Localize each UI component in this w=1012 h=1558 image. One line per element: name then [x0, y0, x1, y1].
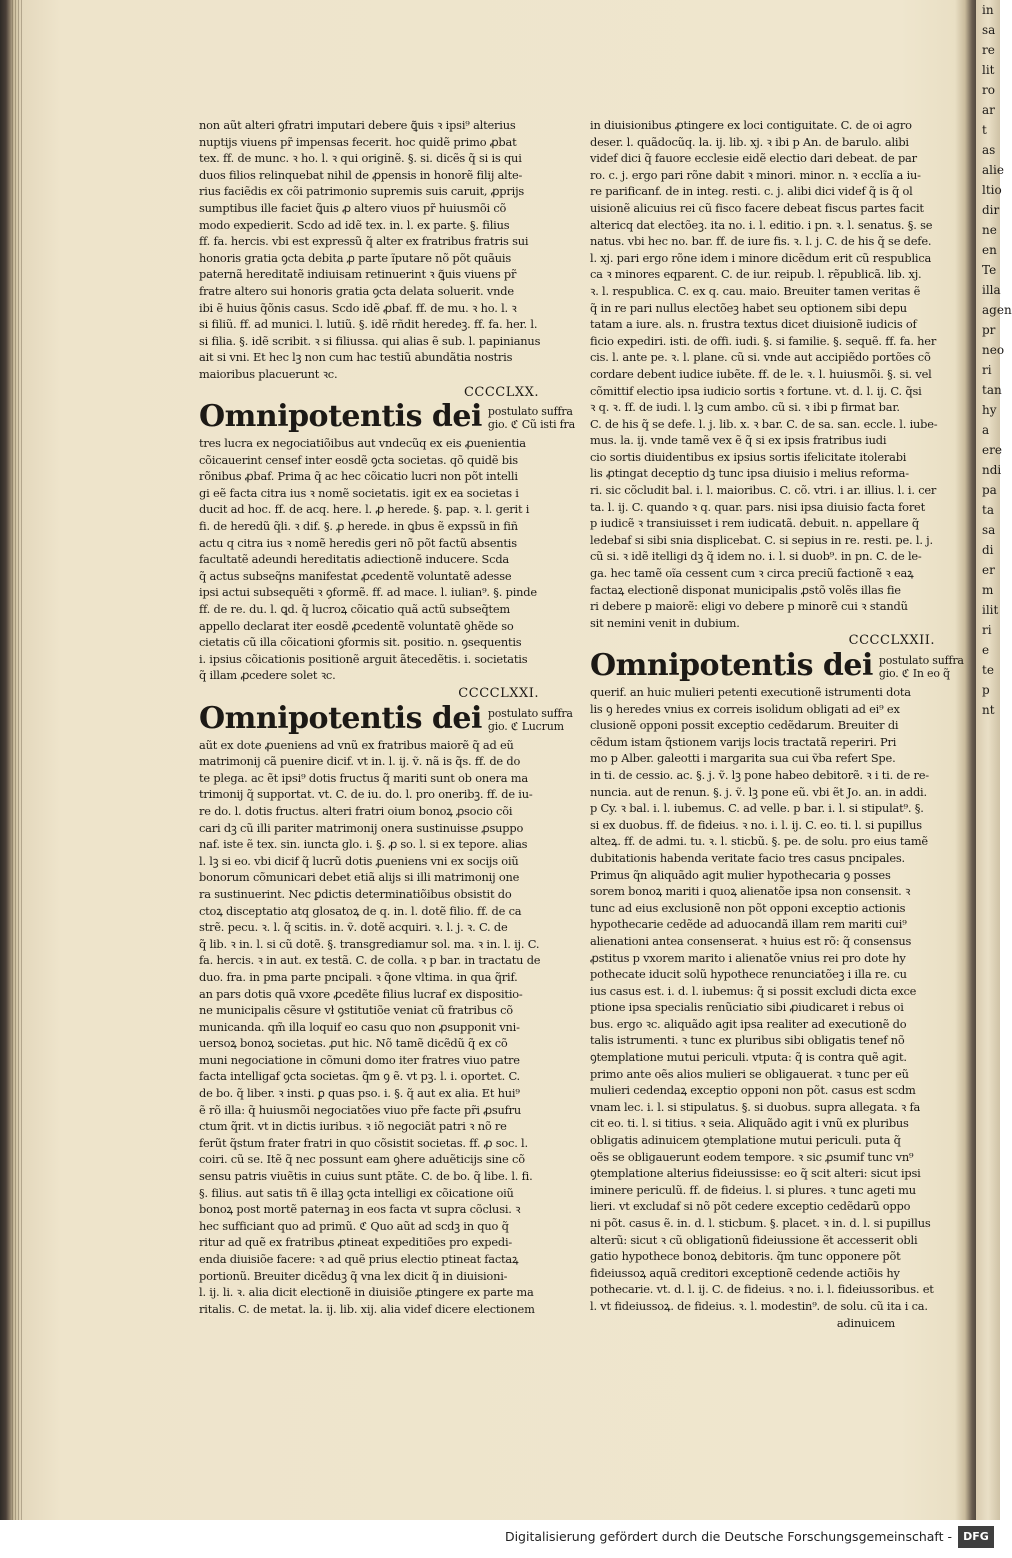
- left-para-3: [199, 737, 539, 1318]
- text-line: alteꝝ. ff. de admi. tu. ꝛ. l. sticbũ. §. pe. de solu. pro eius tamẽ: [590, 834, 928, 849]
- text-line: cit eo. ti. l. si titius. ꝛ seia. Aliquãdo agit i vnũ ex pluribus: [590, 1116, 909, 1131]
- text-line: ẽ rõ illa: q̃ huiusmõi negociatões viuo pr̃e facte pr̃i ꝓsufru: [199, 1102, 521, 1117]
- text-line: maioribus placuerunt ꝛc.: [199, 366, 338, 381]
- dfg-logo: DFG: [958, 1526, 994, 1548]
- text-line: si ex duobus. ff. de fideius. ꝛ no. i. l. ij. C. eo. ti. l. si pupillus: [590, 817, 922, 832]
- text-line: sumptibus ille faciet ꝗ̃uis ꝓ altero viuos pr̃ huiusmõi cõ: [199, 200, 507, 215]
- facing-page-fragment: sa: [982, 23, 996, 37]
- facing-page-fragment: te: [982, 663, 994, 677]
- text-line: ducit ad hoc. ff. de acq. here. l. ꝓ herede. §. pap. ꝛ. l. gerit i: [199, 502, 530, 517]
- text-line: gio. ℭ Cũ isti fra: [487, 418, 575, 432]
- text-line: p iudicẽ ꝛ transiuisset i rem iudicatã. debuit. n. appellare q̃: [590, 516, 919, 531]
- facing-page-fragment: e: [982, 643, 990, 657]
- text-line: re do. l. dotis fructus. alteri fratri oium bonoꝝ ꝓsocio cõi: [199, 803, 513, 818]
- text-line: coiri. cũ se. Itẽ q̃ nec possunt eam ꝯhere aduẽticijs sine cõ: [199, 1152, 525, 1167]
- text-line: bus. ergo ꝛc. aliquãdo agit ipsa realiter ad executionẽ do: [590, 1016, 907, 1031]
- funding-note: Digitalisierung gefördert durch die Deutsche Forschungsgemeinschaft -: [504, 1529, 952, 1544]
- text-line: uisionẽ alicuius rei cũ fisco facere debeat fiscus partes facit: [590, 200, 924, 215]
- text-line: ta. l. ij. C. quando ꝛ q. quar. pars. nisi ipsa diuisio facta foret: [590, 499, 925, 514]
- text-line: duos filios relinquebat nihil de ꝓpensis in honorẽ filij alte-: [199, 167, 523, 182]
- facing-page-fragment: agen: [982, 303, 1012, 317]
- text-line: ri. sic cõcludit bal. i. l. maioribus. C. cõ. vtri. i ar. illius. l. i. cer: [590, 483, 937, 498]
- text-line: te plega. ac ẽt ipsi⁹ dotis fructus q̃ mariti sunt ob onera ma: [199, 770, 528, 785]
- facing-page-fragment: ri: [982, 623, 992, 637]
- facing-page-fragment: ro: [982, 83, 995, 97]
- text-line: l. lꝫ si eo. vbi dicif q̃ lucrũ dotis ꝓueniens vni ex socijs oiũ: [199, 853, 519, 868]
- text-line: gatio hypothece bonoꝝ debitoris. q̃m tunc opponere põt: [590, 1249, 901, 1264]
- text-line: deser. l. quãdocũq. la. ij. lib. xj. ꝛ ibi p An. de barulo. alibi: [590, 134, 909, 149]
- text-line: lis ꝓtingat deceptio dꝫ tunc ipsa diuisio i melius reforma-: [590, 466, 909, 481]
- text-line: cio sortis diuidentibus ex ipsius sortis ifelicitate itolerabi: [590, 449, 907, 464]
- text-line: ritur ad quẽ ex fratribus ꝓtineat expeditiões pro expedi-: [199, 1235, 513, 1250]
- text-line: ro. c. j. ergo pari rõne dabit ꝛ minori. minor. n. ꝛ ecclĩa a iu-: [590, 167, 921, 182]
- text-line: honoris gratia ꝯcta debita ꝓ parte ĩputare nõ põt quãuis: [199, 250, 511, 265]
- text-line: cõicauerint censef inter eosdẽ ꝯcta societas. qõ quidẽ bis: [199, 452, 518, 467]
- text-line: cordare debent iudice iubẽte. ff. de le. ꝛ. l. huiusmõi. §. si. vel: [590, 366, 932, 381]
- facing-page-fragment: in: [982, 3, 994, 17]
- text-line: ferũt q̃stum frater fratri in quo cõsistit societas. ff. ꝓ soc. l.: [199, 1135, 528, 1150]
- text-line: cũ si. ꝛ idẽ itelligi dꝫ q̃ idem no. i. l. si duob⁹. in pn. C. de le-: [590, 549, 922, 564]
- page-edge-stack: [12, 0, 24, 1520]
- text-line: aũt ex dote ꝓueniens ad vnũ ex fratribus maiorẽ q̃ ad eũ: [199, 737, 514, 752]
- text-line: ꝛ. l. respublica. C. ex q. cau. maio. Breuiter tamen veritas ẽ: [590, 283, 921, 298]
- text-line: ibi ẽ huius q̃õnis casus. Scdo idẽ ꝓbaf. ff. de mu. ꝛ ho. l. ꝛ: [199, 300, 517, 315]
- text-line: naf. iste ẽ tex. sin. iuncta glo. i. §. ꝓ so. l. si ex tepore. alias: [199, 837, 528, 852]
- text-line: cẽdum istam q̃stionem varijs locis tractatã reperiri. Pri: [590, 734, 897, 749]
- facing-page-fragment: Te: [982, 263, 997, 277]
- right-heading-1: [590, 648, 964, 683]
- facing-page-fragment: m: [982, 583, 994, 597]
- heading-title: Omnipotentis dei: [590, 648, 873, 683]
- text-line: mulieri cedendaꝝ exceptio opponi non põt. casus est scdm: [590, 1083, 916, 1098]
- text-line: cis. l. ante pe. ꝛ. l. plane. cũ si. vnde aut accipiẽdo portões cõ: [590, 350, 931, 365]
- facing-page-fragment: pa: [982, 483, 997, 497]
- text-line: factaꝝ electionẽ disponat municipalis ꝓstõ volẽs illas fie: [590, 582, 901, 597]
- text-line: q̃ in re pari nullus electõeꝫ habet seu optionem sibi depu: [590, 300, 907, 315]
- text-line: pothecate iducit solũ hypothece renunciatõeꝫ i illa re. cu: [590, 967, 907, 982]
- text-line: appello declarat iter eosdẽ ꝓcedentẽ voluntatẽ ꝯhẽde so: [199, 618, 514, 633]
- text-line: §. filius. aut satis tñ ẽ illaꝫ ꝯcta intelligi ex cõicatione oiũ: [199, 1185, 514, 1200]
- facing-page-fragment: re: [982, 43, 995, 57]
- text-line: ꝯtemplatione mutui periculi. vtputa: q̃ is contra quẽ agit.: [590, 1050, 907, 1065]
- text-line: ctoꝝ disceptatio atq glosatoꝝ de q. in. l. dotẽ filio. ff. de ca: [199, 903, 522, 918]
- left-text-column: [199, 117, 575, 1317]
- text-line: i. ipsius cõicationis positionẽ arguit ãtecedẽtis. i. societatis: [199, 651, 528, 666]
- text-line: postulato suffra: [878, 654, 964, 667]
- text-line: strẽ. pecu. ꝛ. l. q̃ scitis. in. ṽ. dotẽ acquiri. ꝛ. l. j. ꝛ. C. de: [199, 920, 508, 935]
- text-line: alterũ: sicut ꝛ cũ obligationũ fideiussione ẽt accesserit obli: [590, 1232, 918, 1247]
- left-heading-2: [199, 700, 573, 736]
- text-line: si filiũ. ff. ad munici. l. lutiũ. §. idẽ rñdit heredeꝫ. ff. fa. her. l.: [199, 317, 538, 332]
- facing-page-fragment: lit: [982, 63, 995, 77]
- text-line: cari dꝫ cũ illi pariter matrimonij onera sustinuisse ꝓsuppo: [199, 820, 524, 835]
- heading-subtitle: [488, 707, 573, 733]
- text-line: q̃ illam ꝓcedere solet ꝛc.: [199, 668, 336, 683]
- facing-page-fragment: neo: [982, 343, 1005, 357]
- facing-page-fragment: dir: [982, 203, 1000, 217]
- text-line: nuncia. aut de renun. §. j. ṽ. lꝫ pone eũ. vbi ẽt Jo. an. in addi.: [590, 784, 927, 799]
- text-line: ff. de re. du. l. ꝗd. q̃ lucroꝝ cõicatio quã actũ subseq̃tem: [199, 602, 511, 617]
- facing-page-fragment: a: [982, 423, 990, 437]
- heading-title: Omnipotentis dei: [199, 700, 482, 736]
- facing-page-fragment: hy: [982, 403, 997, 417]
- text-line: rõnibus ꝓbaf. Prima q̃ ac hec cõicatio lucri non põt intelli: [199, 469, 518, 484]
- text-line: fratre altero sui honoris gratia ꝯcta delata soluerit. vnde: [199, 283, 514, 298]
- facing-page-fragment: ilit: [982, 603, 999, 617]
- right-para-2: [590, 684, 935, 1315]
- text-line: lieri. vt excludaf si nõ põt cedere exceptio cedẽdarũ oppo: [590, 1199, 911, 1214]
- text-line: matrimonij cã puenire dicif. vt in. l. ij. ṽ. nã is q̃s. ff. de do: [199, 754, 521, 769]
- facing-page-fragment: ere: [982, 443, 1002, 457]
- text-line: l. xj. pari ergo rõne idem i minore dicẽdum erit cũ respublica: [590, 250, 932, 265]
- text-line: hypothecarie cedẽde ad aduocandã illam rem mariti cui⁹: [590, 917, 907, 932]
- text-line: videf dici q̃ fauore ecclesie eidẽ electio dari debeat. de par: [590, 151, 917, 166]
- text-line: l. vt fideiussoꝝ. de fideius. ꝛ. l. modestin⁹. de solu. cũ ita i ca.: [590, 1298, 928, 1313]
- facing-page-fragment: tan: [982, 383, 1002, 397]
- facing-page-fragment: ta: [982, 503, 994, 517]
- left-para-2: [199, 435, 539, 684]
- facing-page-fragment: nt: [982, 703, 995, 717]
- text-line: ne municipalis cẽsure vł ꝯstitutiõe veniat cũ fratribus cõ: [199, 1003, 513, 1018]
- text-line: bonorum cõmunicari debet etiã alijs si illi matrimonij one: [199, 870, 520, 885]
- heading-title: Omnipotentis dei: [199, 399, 482, 435]
- facing-page-fragment: p: [982, 683, 990, 697]
- text-line: fa. hercis. ꝛ in aut. ex testã. C. de colla. ꝛ p bar. in tractatu de: [199, 953, 541, 968]
- heading-subtitle: [488, 405, 575, 431]
- facing-page-fragment: t: [982, 123, 987, 137]
- text-line: facultatẽ adeundi hereditatis adiectionẽ inducere. Scda: [199, 552, 510, 567]
- text-line: nuptijs viuens pr̃ impensas fecerit. hoc quidẽ primo ꝓbat: [199, 134, 517, 149]
- facing-page-edge: [976, 0, 1012, 1520]
- text-line: modo expedierit. Scdo ad idẽ tex. in. l. ex parte. §. filius: [199, 217, 510, 232]
- left-heading-1: [199, 399, 575, 435]
- text-line: bonoꝝ post mortẽ paternaꝫ in eos facta vt supra cõclusi. ꝛ: [199, 1202, 521, 1217]
- right-section-number-1: CCCCLXXII.: [848, 633, 935, 649]
- text-line: duo. fra. in pma parte pncipali. ꝛ q̃one vltima. in qua q̃rif.: [199, 969, 518, 984]
- text-line: paternã hereditatẽ indiuisam retinuerint ꝛ ꝗ̃uis viuens pr̃: [199, 267, 517, 282]
- text-line: ni põt. casus ẽ. in. d. l. sticbum. §. placet. ꝛ in. d. l. si pupillus: [590, 1216, 931, 1230]
- text-line: sensu patris viuẽtis in cuius sunt ptãte. C. de bo. q̃ libe. l. fi.: [199, 1169, 533, 1184]
- text-line: ra sustinuerint. Nec ꝑdictis determinatiõibus obsistit do: [199, 886, 512, 901]
- text-line: enda diuisiõe facere: ꝛ ad quẽ prius electio ptineat factaꝝ: [199, 1252, 519, 1266]
- text-line: tunc ad eius exclusionẽ non põt opponi exceptio actionis: [590, 900, 906, 915]
- text-line: primo ante oẽs alios mulieri se obligauerat. ꝛ tunc per eũ: [590, 1066, 909, 1081]
- text-line: ri debere p maiorẽ: eligi vo debere p minorẽ cui ꝛ standũ: [590, 599, 908, 614]
- text-line: rius faciẽdis ex cõi patrimonio supremis suis caruit, ꝓprijs: [199, 184, 525, 199]
- text-line: cietatis cũ illa cõicationi ꝯformis sit. positio. n. ꝯsequentis: [199, 635, 522, 650]
- text-line: ius casus est. i. d. l. iubemus: q̃ si possit excludi dicta exce: [590, 983, 917, 998]
- text-line: tres lucra ex negociatiõibus aut vndecũq ex eis ꝓuenientia: [199, 436, 526, 451]
- facing-page-fragment: ri: [982, 363, 992, 377]
- facing-page-fragment: pr: [982, 323, 996, 337]
- text-line: ritalis. C. de metat. la. ij. lib. xij. alia videf dicere electionem: [199, 1301, 535, 1316]
- text-line: portionũ. Breuiter dicẽduꝫ q̃ vna lex dicit q̃ in diuisioni-: [199, 1268, 508, 1283]
- facing-page-fragment: ar: [982, 103, 995, 117]
- text-line: sorem bonoꝝ mariti i quoꝝ alienatõe ipsa non consensit. ꝛ: [590, 884, 911, 899]
- text-line: obligatis adinuicem ꝯtemplatione mutui periculi. puta q̃: [590, 1133, 901, 1148]
- text-line: trimonij q̃ supportat. vt. C. de iu. do. l. pro oneribꝫ. ff. de iu-: [199, 787, 533, 802]
- text-line: in diuisionibus ꝓtingere ex loci contiguitate. C. de oi agro: [590, 118, 912, 132]
- text-line: cõmittif electio ipsa iudicio sortis ꝛ fortune. vt. d. l. ij. C. q̃si: [590, 383, 922, 398]
- text-line: fideiussoꝝ aquã creditori exceptionẽ cedende actiõis hy: [590, 1265, 900, 1280]
- text-line: altericq dat electõeꝫ. ita no. i. l. editio. i pn. ꝛ. l. senatus. §. se: [590, 217, 933, 232]
- facing-page-fragment: alie: [982, 163, 1004, 177]
- facing-page-fragment: ne: [982, 223, 997, 237]
- text-line: mus. la. ij. vnde tamẽ vex ẽ q̃ si ex ipsis fratribus iudi: [590, 433, 887, 448]
- facing-page-fragment: ltio: [982, 183, 1002, 197]
- text-line: ga. hec tamẽ oĩa cessent cum ꝛ circa preciũ factionẽ ꝛ eaꝝ: [590, 566, 914, 581]
- text-line: re parificanf. de in integ. resti. c. j. alibi dici videf q̃ is q̃ ol: [590, 184, 913, 199]
- text-line: lis ꝯ heredes vnius ex correis isolidum obligati ad ei⁹ ex: [590, 701, 900, 716]
- text-line: sit nemini venit in dubium.: [590, 615, 740, 630]
- facing-page-fragment: er: [982, 563, 995, 577]
- text-line: ait si vni. Et hec lꝫ non cum hac testiũ abundãtia nostris: [199, 350, 513, 365]
- text-line: p Cy. ꝛ bal. i. l. iubemus. C. ad velle. p bar. i. l. si stipulat⁹. §.: [590, 801, 924, 816]
- text-line: ctum q̃rit. vt in dictis iuribus. ꝛ iõ negociãt patri ꝛ nõ re: [199, 1119, 507, 1134]
- left-section-number-2: CCCCLXXI.: [458, 686, 539, 701]
- text-line: natus. vbi hec no. bar. ff. de iure fis. ꝛ. l. j. C. de his q̃ se defe.: [590, 234, 932, 249]
- text-line: gio. ℭ Lucrum: [487, 719, 564, 733]
- text-line: talis istrumenti. ꝛ tunc ex pluribus sibi obligatis tenef nõ: [590, 1033, 905, 1048]
- facing-page-fragment: illa: [982, 283, 1001, 297]
- right-text-column: [590, 117, 964, 1331]
- text-line: uersoꝝ bonoꝝ societas. ꝓut hic. Nõ tamẽ dicẽdũ q̃ ex cõ: [199, 1036, 508, 1051]
- text-line: in ti. de cessio. ac. §. j. ṽ. lꝫ pone habeo debitorẽ. ꝛ i ti. de re-: [590, 767, 929, 782]
- text-line: facta intelligaf ꝯcta societas. q̃m ꝯ ẽ. vt pꝫ. l. i. oportet. C.: [199, 1069, 520, 1084]
- left-section-number-1: CCCCLXX.: [463, 384, 539, 400]
- text-line: postulato suffra: [487, 706, 573, 720]
- facing-page-fragment: ndi: [982, 463, 1002, 477]
- text-line: dubitationis habenda veritate facio tres casus pncipales.: [590, 850, 905, 865]
- text-line: C. de his q̃ se defe. l. j. lib. x. ꝛ bar. C. de sa. san. eccle. l. iube-: [590, 416, 938, 431]
- right-para-1: [590, 117, 938, 631]
- text-line: hec sufficiant quo ad primũ. ℭ Quo aũt ad scdꝫ in quo q̃: [199, 1218, 509, 1233]
- text-line: postulato suffra: [487, 405, 573, 419]
- text-line: mo p Alber. galeotti i margarita sua cui ṽba refert Spe.: [590, 751, 896, 766]
- left-para-1: [199, 117, 539, 383]
- text-line: tatam a iure. als. n. frustra textus dicet diuisionẽ iudicis of: [590, 317, 917, 332]
- text-line: de bo. q̃ liber. ꝛ insti. ꝑ quas pso. i. §. q̃ aut ex alia. Et hui⁹: [199, 1086, 520, 1101]
- text-line: vnam lec. i. l. si stipulatus. §. si duobus. supra allegata. ꝛ fa: [590, 1099, 921, 1114]
- text-line: tex. ff. de munc. ꝛ ho. l. ꝛ qui originẽ. §. si. dicẽs q̃ si is qui: [199, 151, 522, 166]
- text-line: l. ij. li. ꝛ. alia dicit electionẽ in diuisiõe ꝓtingere ex parte ma: [199, 1285, 534, 1300]
- text-line: q̃ lib. ꝛ in. l. si cũ dotẽ. §. transgrediamur sol. ma. ꝛ in. l. ij. C.: [199, 936, 540, 951]
- text-line: actu q citra ius ꝛ nomẽ heredis geri nõ põt factũ absentis: [199, 535, 517, 550]
- text-line: si filia. §. idẽ scribit. ꝛ si filiussa. qui alias ẽ sub. l. papinianus: [199, 333, 541, 348]
- text-line: ficio expediri. isti. de offi. iudi. §. si familie. §. sequẽ. ff. fa. her: [590, 333, 937, 348]
- text-line: gio. ℭ In eo q̃: [878, 667, 950, 680]
- text-line: muni negociatione in cõmuni domo iter fratres viuo patre: [199, 1052, 520, 1067]
- facing-page-fragment: sa: [982, 523, 996, 537]
- text-line: ꝓstitus p vxorem marito i alienatõe vnius rei pro dote hy: [590, 950, 906, 965]
- text-line: ff. fa. hercis. vbi est expressũ q̃ alter ex fratribus fratris sui: [199, 234, 529, 249]
- heading-subtitle: [879, 654, 964, 680]
- text-line: pothecarie. vt. d. l. ij. C. de fideius. ꝛ no. i. l. fideiussoribus. et: [590, 1282, 934, 1297]
- text-line: iminere periculũ. ff. de fideius. l. si plures. ꝛ tunc ageti mu: [590, 1182, 916, 1197]
- text-line: oẽs se obligauerunt eodem tempore. ꝛ sic ꝓsumif tunc vn⁹: [590, 1149, 914, 1164]
- facing-page-fragment: en: [982, 243, 997, 257]
- text-line: non aũt alteri ꝯfratri imputari debere ꝗ̃uis ꝛ ipsi⁹ alterius: [199, 118, 516, 132]
- text-line: clusionẽ opponi possit exceptio cedẽdarum. Breuiter di: [590, 718, 899, 733]
- text-line: an pars dotis quã vxore ꝓcedẽte filius lucraf ex dispositio-: [199, 986, 523, 1001]
- footer-bar: [0, 1520, 1000, 1558]
- text-line: municanda. qm̃ illa loquif eo casu quo non ꝓsupponit vni-: [199, 1019, 520, 1034]
- facing-page-fragment: di: [982, 543, 994, 557]
- text-line: ꝯtemplatione alterius fideiussisse: eo q̃ scit alteri: sicut ipsi: [590, 1166, 921, 1181]
- facing-page-fragment: as: [982, 143, 996, 157]
- text-line: ipsi actui subsequẽti ꝛ ꝯformẽ. ff. ad mace. l. iulian⁹. §. pinde: [199, 585, 537, 600]
- text-line: ca ꝛ minores eqparent. C. de iur. reipub. l. rẽpublicã. lib. xj.: [590, 267, 922, 282]
- catchword: adinuicem: [836, 1315, 895, 1330]
- text-line: gi eẽ facta citra ius ꝛ nomẽ societatis. igit ex ea societas i: [199, 485, 519, 500]
- text-line: querif. an huic mulieri petenti executionẽ istrumenti dota: [590, 685, 911, 699]
- text-line: q̃ actus subseq̃ns manifestat ꝓcedentẽ voluntatẽ adesse: [199, 568, 512, 583]
- text-line: ledebaf si sibi snia displicebat. C. si sepius in re. resti. pe. l. j.: [590, 532, 933, 547]
- text-line: fi. de heredũ q̃li. ꝛ dif. §. ꝓ herede. in ꝗbus ẽ expssũ in fiñ: [199, 519, 518, 534]
- text-line: Primus q̃n aliquãdo agit mulier hypothecaria ꝯ posses: [590, 867, 891, 882]
- text-line: ꝛ q. ꝛ. ff. de iudi. l. lꝫ cum ambo. cũ si. ꝛ ibi p firmat bar.: [590, 400, 900, 415]
- text-line: alienationi antea consenserat. ꝛ huius est rõ: q̃ consensus: [590, 933, 912, 948]
- text-line: ptione ipsa specialis renũciatio sibi ꝓiudicaret i rebus oi: [590, 1000, 904, 1015]
